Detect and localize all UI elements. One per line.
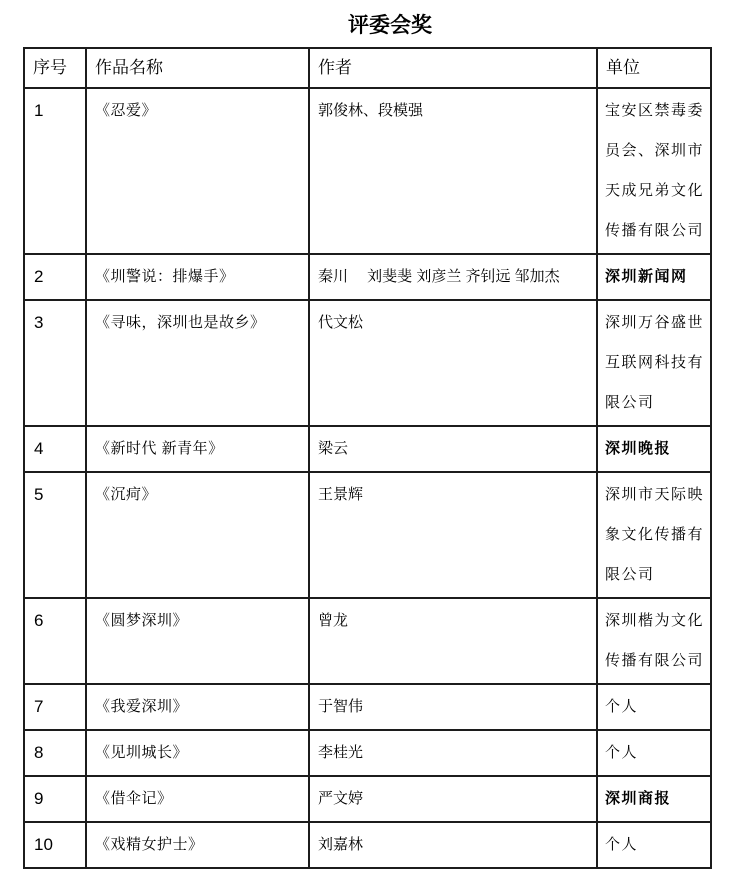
row-no-cell: 7 [24, 684, 86, 730]
work-title-cell: 《忍爱》 [86, 88, 309, 254]
unit-cell: 深圳新闻网 [597, 254, 711, 300]
author-cell: 刘嘉林 [309, 822, 597, 868]
unit-cell: 个人 [597, 684, 711, 730]
unit-cell: 个人 [597, 730, 711, 776]
work-title-cell: 《新时代 新青年》 [86, 426, 309, 472]
table-row [24, 776, 711, 822]
author-cell: 代文松 [309, 300, 597, 426]
work-title-cell: 《见圳城长》 [86, 730, 309, 776]
table-row [24, 426, 711, 472]
table-row [24, 472, 711, 598]
header-author: 作者 [309, 48, 597, 88]
author-cell: 秦川 刘斐斐 刘彦兰 齐钊远 邹加杰 [309, 254, 597, 300]
table-row [24, 822, 711, 868]
page-title: 评委会奖 [348, 14, 432, 37]
awards-table-body [24, 88, 711, 868]
row-no-cell: 6 [24, 598, 86, 684]
row-no-cell: 4 [24, 426, 86, 472]
header-unit: 单位 [597, 48, 711, 88]
author-cell: 严文婷 [309, 776, 597, 822]
row-no-cell: 2 [24, 254, 86, 300]
unit-cell: 深圳晚报 [597, 426, 711, 472]
awards-table [23, 47, 712, 869]
unit-cell: 深圳楷为文化传播有限公司 [597, 598, 711, 684]
author-cell: 于智伟 [309, 684, 597, 730]
row-no-cell: 5 [24, 472, 86, 598]
header-row [24, 48, 711, 88]
header-work: 作品名称 [86, 48, 309, 88]
author-cell: 曾龙 [309, 598, 597, 684]
author-cell: 李桂光 [309, 730, 597, 776]
author-cell: 郭俊林、段模强 [309, 88, 597, 254]
work-title-cell: 《借伞记》 [86, 776, 309, 822]
row-no-cell: 3 [24, 300, 86, 426]
work-title-cell: 《戏精女护士》 [86, 822, 309, 868]
work-title-cell: 《寻味，深圳也是故乡》 [86, 300, 309, 426]
row-no-cell: 1 [24, 88, 86, 254]
work-title-cell: 《沉疴》 [86, 472, 309, 598]
page [0, 9, 746, 869]
row-no-cell: 9 [24, 776, 86, 822]
header-no: 序号 [24, 48, 86, 88]
work-title-cell: 《圳警说：排爆手》 [86, 254, 309, 300]
unit-cell: 深圳商报 [597, 776, 711, 822]
table-row [24, 300, 711, 426]
row-no-cell: 10 [24, 822, 86, 868]
author-cell: 梁云 [309, 426, 597, 472]
unit-cell: 深圳万谷盛世互联网科技有限公司 [597, 300, 711, 426]
work-title-cell: 《圆梦深圳》 [86, 598, 309, 684]
unit-cell: 个人 [597, 822, 711, 868]
table-row [24, 598, 711, 684]
table-row [24, 254, 711, 300]
table-row [24, 88, 711, 254]
unit-cell: 深圳市天际映象文化传播有限公司 [597, 472, 711, 598]
work-title-cell: 《我爱深圳》 [86, 684, 309, 730]
table-row [24, 684, 711, 730]
table-row [24, 730, 711, 776]
unit-cell: 宝安区禁毒委员会、深圳市天成兄弟文化传播有限公司 [597, 88, 711, 254]
author-cell: 王景辉 [309, 472, 597, 598]
row-no-cell: 8 [24, 730, 86, 776]
